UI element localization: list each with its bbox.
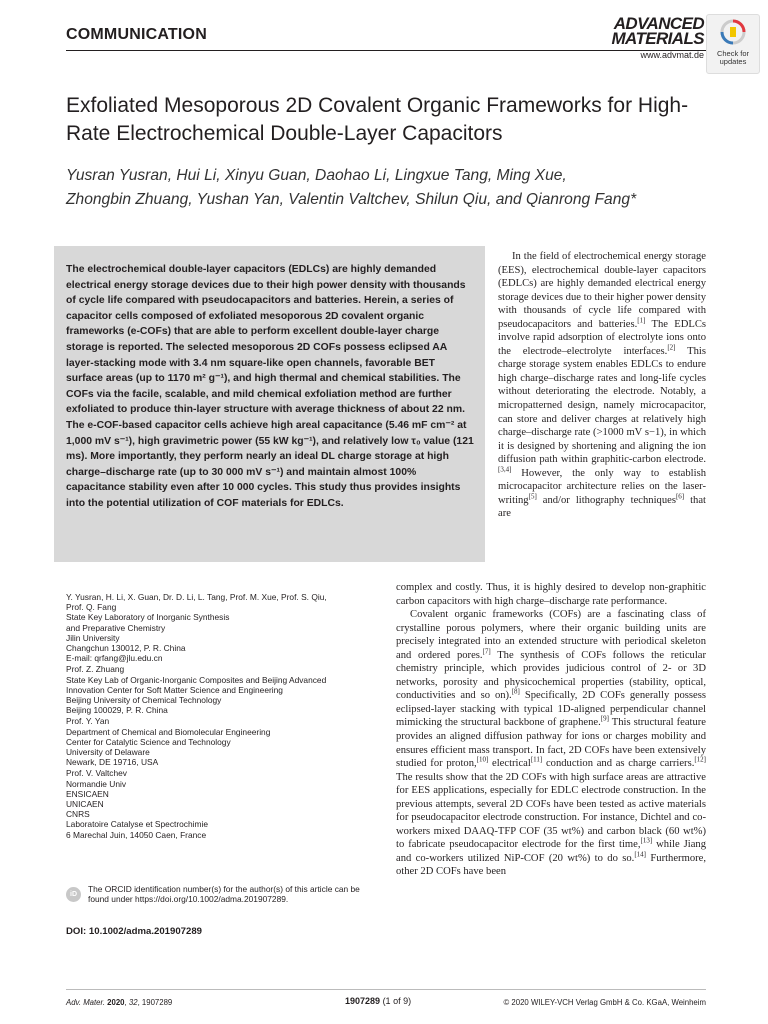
- authors-line-1: Yusran Yusran, Hui Li, Xinyu Guan, Daohao Li, Lingxue Tang, Ming Xue,: [66, 167, 567, 184]
- affiliation-line: Innovation Center for Soft Matter Science and Engineering: [66, 684, 283, 695]
- crossmark-label: Check for updates: [716, 49, 750, 66]
- affiliation-line: University of Delaware: [66, 747, 150, 758]
- logo-line-1: ADVANCED: [613, 14, 704, 33]
- affiliations: [66, 592, 382, 841]
- affiliation-line: Changchun 130012, P. R. China: [66, 643, 186, 654]
- footer-volume: 32: [128, 998, 138, 1007]
- affiliation-line: and Preparative Chemistry: [66, 622, 166, 633]
- page-article-number: 1907289: [345, 996, 381, 1006]
- footer-page-number: [345, 996, 411, 1006]
- affiliation-line: Department of Chemical and Biomolecular Engineering: [66, 726, 271, 737]
- affiliation-group: [66, 664, 382, 715]
- body-column-right-bottom: [396, 581, 706, 879]
- affiliation-line: CNRS: [66, 809, 90, 820]
- logo-line-2: MATERIALS: [611, 29, 704, 48]
- footer-citation: Adv. Mater. 2020, 32, 1907289: [66, 998, 173, 1007]
- affiliation-line: Prof. V. Valtchev: [66, 768, 127, 779]
- journal-url[interactable]: www.advmat.de: [640, 50, 704, 60]
- footer-article: 1907289: [141, 998, 173, 1007]
- body-paragraph: complex and costly. Thus, it is highly desired to develop non-graphitic carbon capacitors with high charge–discharge rate performance.: [396, 582, 706, 607]
- affiliation-group: [66, 716, 382, 767]
- affiliation-line: Beijing University of Chemical Technology: [66, 695, 222, 706]
- affiliation-line: Prof. Y. Yan: [66, 716, 110, 727]
- citation-marker[interactable]: [5]: [528, 492, 537, 501]
- affiliation-line: Newark, DE 19716, USA: [66, 757, 159, 768]
- citation-marker[interactable]: [1]: [637, 316, 646, 325]
- abstract-text: The electrochemical double-layer capacitors (EDLCs) are highly demanded electrical energy storage devices due to their high power density with thousands of cycle life compared with pseudocapacitors and batteries. Herein, a series of capacitor cells composed of exfoliated mesoporous 2D covalent organic frameworks (e-COFs) that are able to perform excellent double-layer charge storage is reported. The selected mesoporous 2D COFs possess eclipsed AA layer-stacking mode with 3.4 nm square-like open channels, favorable BET surface areas (up to 1170 m² g⁻¹), and high thermal and chemical stabilities. The COFs via the facile, scalable, and mild chemical exfoliation method are further exfoliated to produce thin-layer structure with average thickness of about 22 nm. The e-COF-based capacitor cells achieve high areal capacitance (5.46 mF cm⁻² at 1,000 mV s⁻¹), high gravimetric power (55 kW kg⁻¹), and relatively low τ₀ value (121 ms). More importantly, they perform nearly an ideal DL charge storage at high charge–discharge rate (up to 30 000 mV s⁻¹) and maintain almost 100% capacitance stability even after 10 000 cycles. This study thus provides insights into the potential utilization of COF materials for EDLCs.: [66, 264, 474, 509]
- doi-link[interactable]: DOI: 10.1002/adma.201907289: [66, 926, 203, 937]
- body-paragraph: Covalent organic frameworks (COFs) are a fascinating class of crystalline porous polymers, where their organic building units are precisely integrated into an extended structure with periodical skeleton and ordered pores.[7] The synthesis of COFs follows the reticular chemistry principle, which provides judicious control of 2- or 3D networks, porosity and physicochemical properties (stability, optical, conductivities and so on).[8] Specifically, 2D COFs generally possess eclipsed-layer stacking with typical 1D-aligned perpendicular channel mimicking the structural backbone of graphene.[9] This structural feature provides an aligned diffusion pathway for ions or charges mobility and ensures efficient mass transport. In fact, 2D COFs have been extensively studied for proton,[10] electrical[11] conduction and as charge carriers.[12] The results show that the 2D COFs with high surface areas are attractive for EES applications, especially for EDLC electrode construction. In the previous attempts, several 2D COFs have been tested as active materials for pseudocapacitor electrode construction. For instance, Dichtel and co-workers mixed DAAQ-TFP COF (35 wt%) and carbon black (60 wt%) to fabricate pseudocapacitor electrode for the first time,[13] while Jiang and co-workers utilized NiP-COF (20 wt%) to do so.[14] Furthermore, other 2D COFs have been: [396, 609, 707, 878]
- citation-marker[interactable]: [9]: [600, 714, 609, 723]
- citation-marker[interactable]: [8]: [511, 687, 520, 696]
- body-paragraph: In the field of electrochemical energy storage (EES), electrochemical double-layer capacitors (EDLCs) are highly demanded electrical energy storage devices due to their higher power density with thousands of cycle life compared with pseudocapacitors and batteries.[1] The EDLCs involve rapid adsorption of electrolyte ions onto the electrode–electrolyte interfaces.[2] This charge storage system enables EDLCs to endure high charge–discharge rates and long-life cycles without deteriorating the electrode. Notably, a micropatterned design, namely microcapacitor, can store and deliver charges at relatively high charge–discharge rate (>1000 mV s−1), in which it is designed by shortening and aligning the ion diffusion path within graphitic-carbon electrode.[3,4] However, the only way to establish microcapacitor architecture relies on the laser-writing[5] and/or lithography techniques[6] that are: [498, 251, 707, 520]
- body-column-right-top: [498, 250, 706, 521]
- authors-line-2: Zhongbin Zhuang, Yushan Yan, Valentin Valtchev, Shilun Qiu, and Qianrong Fang*: [66, 191, 637, 208]
- orcid-text[interactable]: The ORCID identification number(s) for the author(s) of this article can be found under https://doi.org/10.1002/adma.201907289.: [88, 884, 360, 905]
- affiliation-line: UNICAEN: [66, 799, 104, 810]
- citation-marker[interactable]: [10]: [476, 755, 489, 764]
- affiliation-line: Jilin University: [66, 632, 120, 643]
- citation-marker[interactable]: [11]: [530, 755, 543, 764]
- citation-marker[interactable]: [2]: [667, 343, 676, 352]
- affiliation-group: [66, 768, 382, 839]
- crossmark-icon: [720, 19, 746, 45]
- orcid-icon: iD: [66, 887, 81, 902]
- footer-journal: Adv. Mater.: [66, 998, 105, 1007]
- affiliation-line: Normandie Univ: [66, 778, 127, 789]
- section-label: COMMUNICATION: [66, 26, 207, 43]
- citation-marker[interactable]: [7]: [482, 647, 491, 656]
- affiliation-line: State Key Lab of Organic-Inorganic Composites and Beijing Advanced: [66, 674, 327, 685]
- footer-year: 2020: [107, 998, 125, 1007]
- affiliation-line: Beijing 100029, P. R. China: [66, 705, 168, 716]
- footer-rule: [66, 989, 706, 990]
- check-for-updates-badge[interactable]: [706, 14, 760, 74]
- page-of: (1 of 9): [382, 996, 412, 1006]
- citation-marker[interactable]: [13]: [640, 836, 653, 845]
- author-list: [66, 164, 706, 212]
- citation-marker[interactable]: [3,4]: [498, 465, 512, 474]
- email-link[interactable]: E-mail: qrfang@jlu.edu.cn: [66, 653, 163, 664]
- affiliation-line: Laboratoire Catalyse et Spectrochimie: [66, 819, 208, 830]
- affiliation-line: Prof. Q. Fang: [66, 602, 117, 613]
- affiliation-line: State Key Laboratory of Inorganic Synthesis: [66, 612, 230, 623]
- article-title: Exfoliated Mesoporous 2D Covalent Organic Frameworks for High-Rate Electrochemical Double-Layer Capacitors: [66, 94, 689, 145]
- affiliation-line: ENSICAEN: [66, 788, 109, 799]
- citation-marker[interactable]: [12]: [694, 755, 707, 764]
- affiliation-line: Y. Yusran, H. Li, X. Guan, Dr. D. Li, L. Tang, Prof. M. Xue, Prof. S. Qiu,: [66, 592, 327, 602]
- affiliation-line: Center for Catalytic Science and Technology: [66, 736, 231, 747]
- affiliation-line: Prof. Z. Zhuang: [66, 664, 125, 675]
- citation-marker[interactable]: [14]: [634, 850, 647, 859]
- citation-marker[interactable]: [6]: [675, 492, 685, 501]
- affiliation-group: [66, 592, 382, 663]
- journal-logo[interactable]: [604, 16, 704, 60]
- affiliation-line: 6 Marechal Juin, 14050 Caen, France: [66, 829, 207, 840]
- footer-copyright: © 2020 WILEY-VCH Verlag GmbH & Co. KGaA, Weinheim: [503, 998, 706, 1007]
